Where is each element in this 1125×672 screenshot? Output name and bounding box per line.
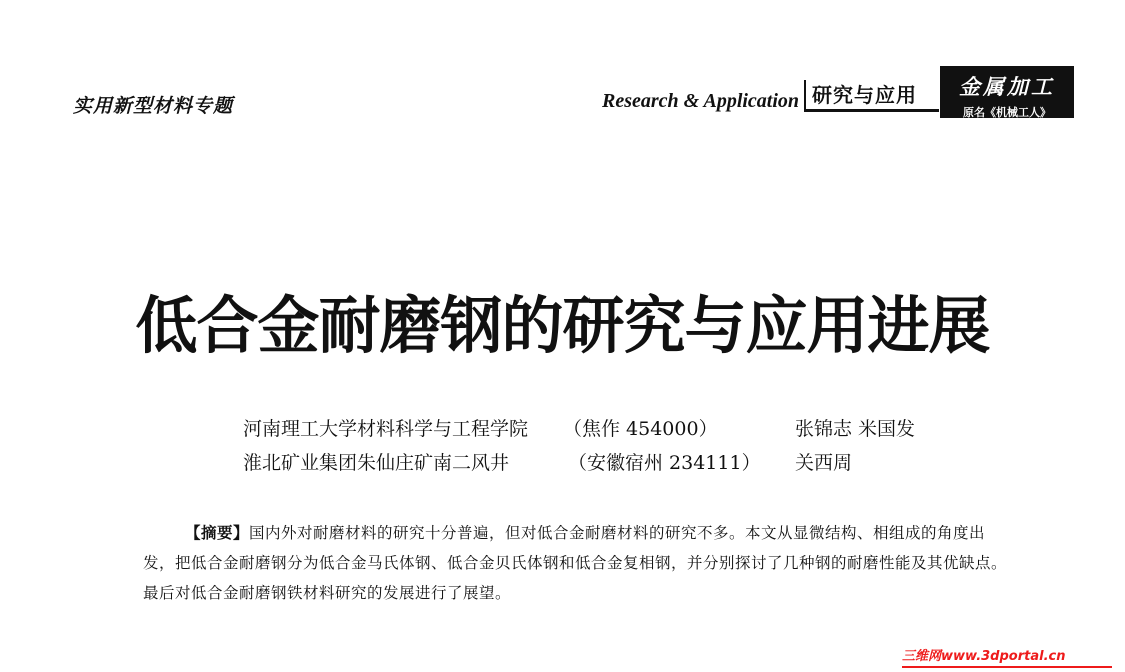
header-divider [804,80,806,112]
affiliation-address: （焦作 454000） [563,418,718,440]
affiliation-address: （安徽宿州 234111） [568,452,761,474]
author-names: 关西周 [795,452,853,474]
author-names: 张锦志 米国发 [795,418,916,440]
special-topic-label: 实用新型材料专题 [73,95,234,117]
affiliation-org: 淮北矿业集团朱仙庄矿南二风井 [243,452,510,474]
abstract [143,518,1013,608]
journal-logo-subtitle: 原名《机械工人》 [963,106,1051,119]
abstract-label: 【摘要】 [185,524,250,542]
site-watermark: 三维网www.3dportal.cn [902,648,1112,668]
affiliation-org: 河南理工大学材料科学与工程学院 [243,418,529,440]
abstract-text: 国内外对耐磨材料的研究十分普遍，但对低合金耐磨材料的研究不多。本文从显微结构、相组成的角度出发，把低合金耐磨钢分为低合金马氏体钢、低合金贝氏体钢和低合金复相钢，并分别探讨了几种钢的耐磨性能及其优缺点。最后对低合金耐磨钢铁材料研究的发展进行了展望。 [143,524,1008,602]
section-tag: 研究与应用 [812,83,917,107]
journal-english-title: Research & Application [602,90,800,112]
header-underline [806,109,939,112]
journal-logo-name: 金属加工 [959,74,1055,99]
paper-title: 低合金耐磨钢的研究与应用进展 [135,289,990,362]
journal-logo [940,66,1074,118]
